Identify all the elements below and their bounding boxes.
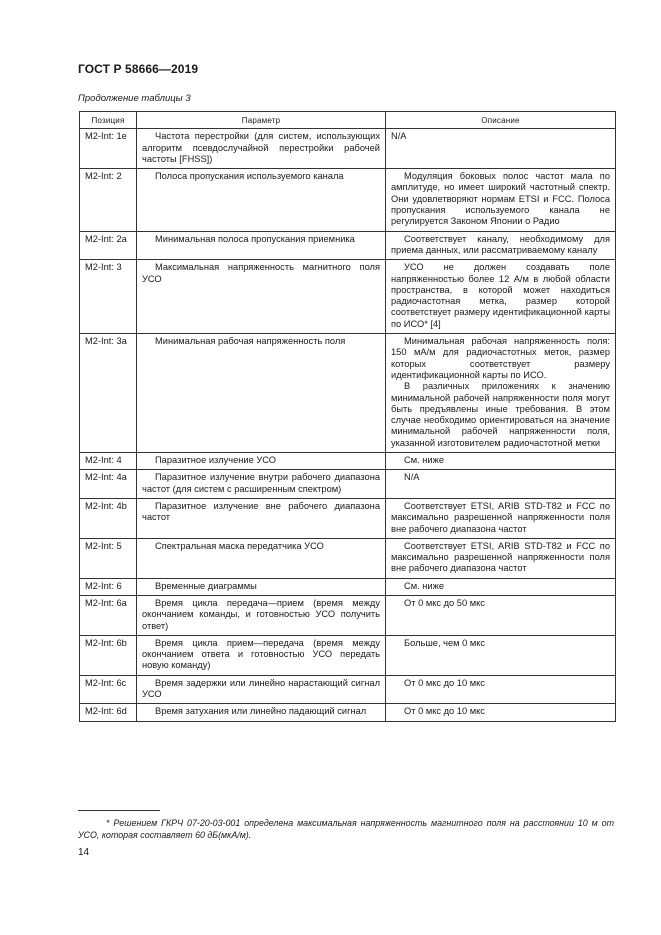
cell-parameter bbox=[137, 675, 386, 704]
description-text: УСО не должен создавать поле напряженностью более 12 А/м в любой области пространства, в которой может находиться радиочастотная метка, размер которой соответствует размеру идентификационной карты по ИСО* [4] bbox=[391, 262, 610, 329]
table-row bbox=[80, 129, 616, 169]
table-row bbox=[80, 704, 616, 721]
cell-position: M2-Int: 4b bbox=[80, 498, 137, 538]
cell-description bbox=[386, 169, 616, 231]
table-row bbox=[80, 453, 616, 470]
cell-position: M2-Int: 6c bbox=[80, 675, 137, 704]
cell-parameter bbox=[137, 578, 386, 595]
parameter-text: Время задержки или линейно нарастающий сигнал УСО bbox=[142, 677, 380, 700]
cell-position: M2-Int: 6 bbox=[80, 578, 137, 595]
description-text: От 0 мкс до 10 мкс bbox=[404, 706, 485, 717]
page-number: 14 bbox=[78, 847, 90, 858]
cell-description bbox=[386, 538, 616, 578]
cell-description bbox=[386, 498, 616, 538]
parameter-text: Минимальная полоса пропускания приемника bbox=[155, 233, 355, 244]
description-text: N/A bbox=[391, 131, 407, 142]
footnote-divider bbox=[78, 810, 160, 811]
table-row bbox=[80, 498, 616, 538]
description-text: От 0 мкс до 50 мкс bbox=[404, 597, 485, 608]
cell-parameter bbox=[137, 595, 386, 635]
table-row bbox=[80, 635, 616, 675]
cell-position: M2-Int: 4 bbox=[80, 453, 137, 470]
parameters-table bbox=[79, 111, 616, 722]
table-row bbox=[80, 578, 616, 595]
cell-description bbox=[386, 334, 616, 453]
cell-description bbox=[386, 595, 616, 635]
cell-position: M2-Int: 3a bbox=[80, 334, 137, 453]
description-text: В различных приложениях к значению минимальной рабочей напряженности поля могут быть предъявлены иные требования. В этом случае необходимо ориентироваться на значение минимальной рабочей напряженности поля, указанной изготовителем радиочастотной метки bbox=[391, 381, 610, 448]
parameter-text: Время цикла передача—прием (время между окончанием команды, и готовностью УСО получить ответ) bbox=[142, 597, 380, 631]
cell-description bbox=[386, 231, 616, 260]
parameter-text: Частота перестройки (для систем, использующих алгоритм псевдослучайной перестройки рабочей частоты [FHSS]) bbox=[142, 131, 380, 164]
cell-description bbox=[386, 129, 616, 169]
cell-position: M2-Int: 6b bbox=[80, 635, 137, 675]
parameter-text: Временные диаграммы bbox=[155, 580, 257, 591]
table-row bbox=[80, 231, 616, 260]
document-header: ГОСТ Р 58666—2019 bbox=[78, 62, 199, 76]
parameter-text: Паразитное излучение УСО bbox=[155, 455, 277, 466]
description-text: Минимальная рабочая напряженность поля: 150 мА/м для радиочастотных меток, размер которых соответствует размеру идентификационной карты по ИСО. bbox=[391, 336, 610, 380]
cell-parameter bbox=[137, 260, 386, 334]
cell-description bbox=[386, 470, 616, 499]
table-row bbox=[80, 169, 616, 231]
description-text: Соответствует каналу, необходимому для приема данных, или рассматриваемому каналу bbox=[391, 233, 610, 255]
cell-description bbox=[386, 260, 616, 334]
footnote: * Решением ГКРЧ 07-20-03-001 определена максимальная напряженность магнитного поля на расстоянии 10 м от УСО, которая составляет 60 дБ(мкА/м). bbox=[78, 818, 614, 840]
table-row bbox=[80, 260, 616, 334]
cell-description bbox=[386, 704, 616, 721]
table-row bbox=[80, 334, 616, 453]
cell-parameter bbox=[137, 169, 386, 231]
cell-position: M2-Int: 6d bbox=[80, 704, 137, 721]
description-text: Соответствует ETSI, ARIB STD-T82 и FCC по максимально разрешенной напряженности поля вне рабочего диапазона частот bbox=[391, 540, 610, 574]
column-header-description: Описание bbox=[386, 112, 616, 129]
parameter-text: Минимальная рабочая напряженность поля bbox=[155, 336, 346, 347]
cell-description bbox=[386, 453, 616, 470]
cell-parameter bbox=[137, 129, 386, 169]
cell-position: M2-Int: 4a bbox=[80, 470, 137, 499]
table-body bbox=[80, 129, 616, 721]
cell-parameter bbox=[137, 470, 386, 499]
cell-description bbox=[386, 675, 616, 704]
table-header-row bbox=[80, 112, 616, 129]
cell-parameter bbox=[137, 635, 386, 675]
column-header-parameter: Параметр bbox=[137, 112, 386, 129]
cell-position: M2-Int: 2a bbox=[80, 231, 137, 260]
table-row bbox=[80, 595, 616, 635]
cell-position: M2-Int: 5 bbox=[80, 538, 137, 578]
column-header-position: Позиция bbox=[80, 112, 137, 129]
cell-parameter bbox=[137, 498, 386, 538]
description-text: См. ниже bbox=[404, 455, 444, 466]
cell-parameter bbox=[137, 334, 386, 453]
description-text: От 0 мкс до 10 мкс bbox=[404, 677, 485, 688]
cell-description bbox=[386, 578, 616, 595]
description-text: Больше, чем 0 мкс bbox=[404, 637, 486, 648]
parameter-text: Время цикла прием—передача (время между окончанием ответа и готовностью УСО передать новую команду) bbox=[142, 637, 380, 671]
parameter-text: Максимальная напряженность магнитного поля УСО bbox=[142, 262, 380, 284]
table-row bbox=[80, 470, 616, 499]
cell-parameter bbox=[137, 231, 386, 260]
parameter-text: Полоса пропускания используемого канала bbox=[155, 171, 344, 182]
table-row bbox=[80, 675, 616, 704]
cell-position: M2-Int: 6a bbox=[80, 595, 137, 635]
parameter-text: Спектральная маска передатчика УСО bbox=[155, 540, 324, 551]
description-text: N/A bbox=[404, 472, 420, 483]
description-text: Модуляция боковых полос частот мала по амплитуде, но имеет широкий частотный спектр. Они удовлетворяют нормам ETSI и FCC. Полоса пропускания используемого канала не регулируется Законом Японии о Радио bbox=[391, 171, 610, 227]
parameter-text: Паразитное излучение вне рабочего диапазона частот bbox=[142, 500, 380, 523]
description-text: См. ниже bbox=[404, 580, 444, 591]
cell-position: M2-Int: 2 bbox=[80, 169, 137, 231]
cell-parameter bbox=[137, 538, 386, 578]
cell-description bbox=[386, 635, 616, 675]
table-caption: Продолжение таблицы 3 bbox=[78, 93, 191, 104]
table-row bbox=[80, 538, 616, 578]
parameter-text: Паразитное излучение внутри рабочего диапазона частот (для систем с расширенным спектром) bbox=[142, 472, 380, 494]
description-text: Соответствует ETSI, ARIB STD-T82 и FCC по максимально разрешенной напряженности поля вне рабочего диапазона частот bbox=[391, 500, 610, 534]
cell-position: M2-Int: 3 bbox=[80, 260, 137, 334]
cell-parameter bbox=[137, 704, 386, 721]
cell-parameter bbox=[137, 453, 386, 470]
parameter-text: Время затухания или линейно падающий сигнал bbox=[155, 706, 367, 717]
cell-position: M2-Int: 1e bbox=[80, 129, 137, 169]
